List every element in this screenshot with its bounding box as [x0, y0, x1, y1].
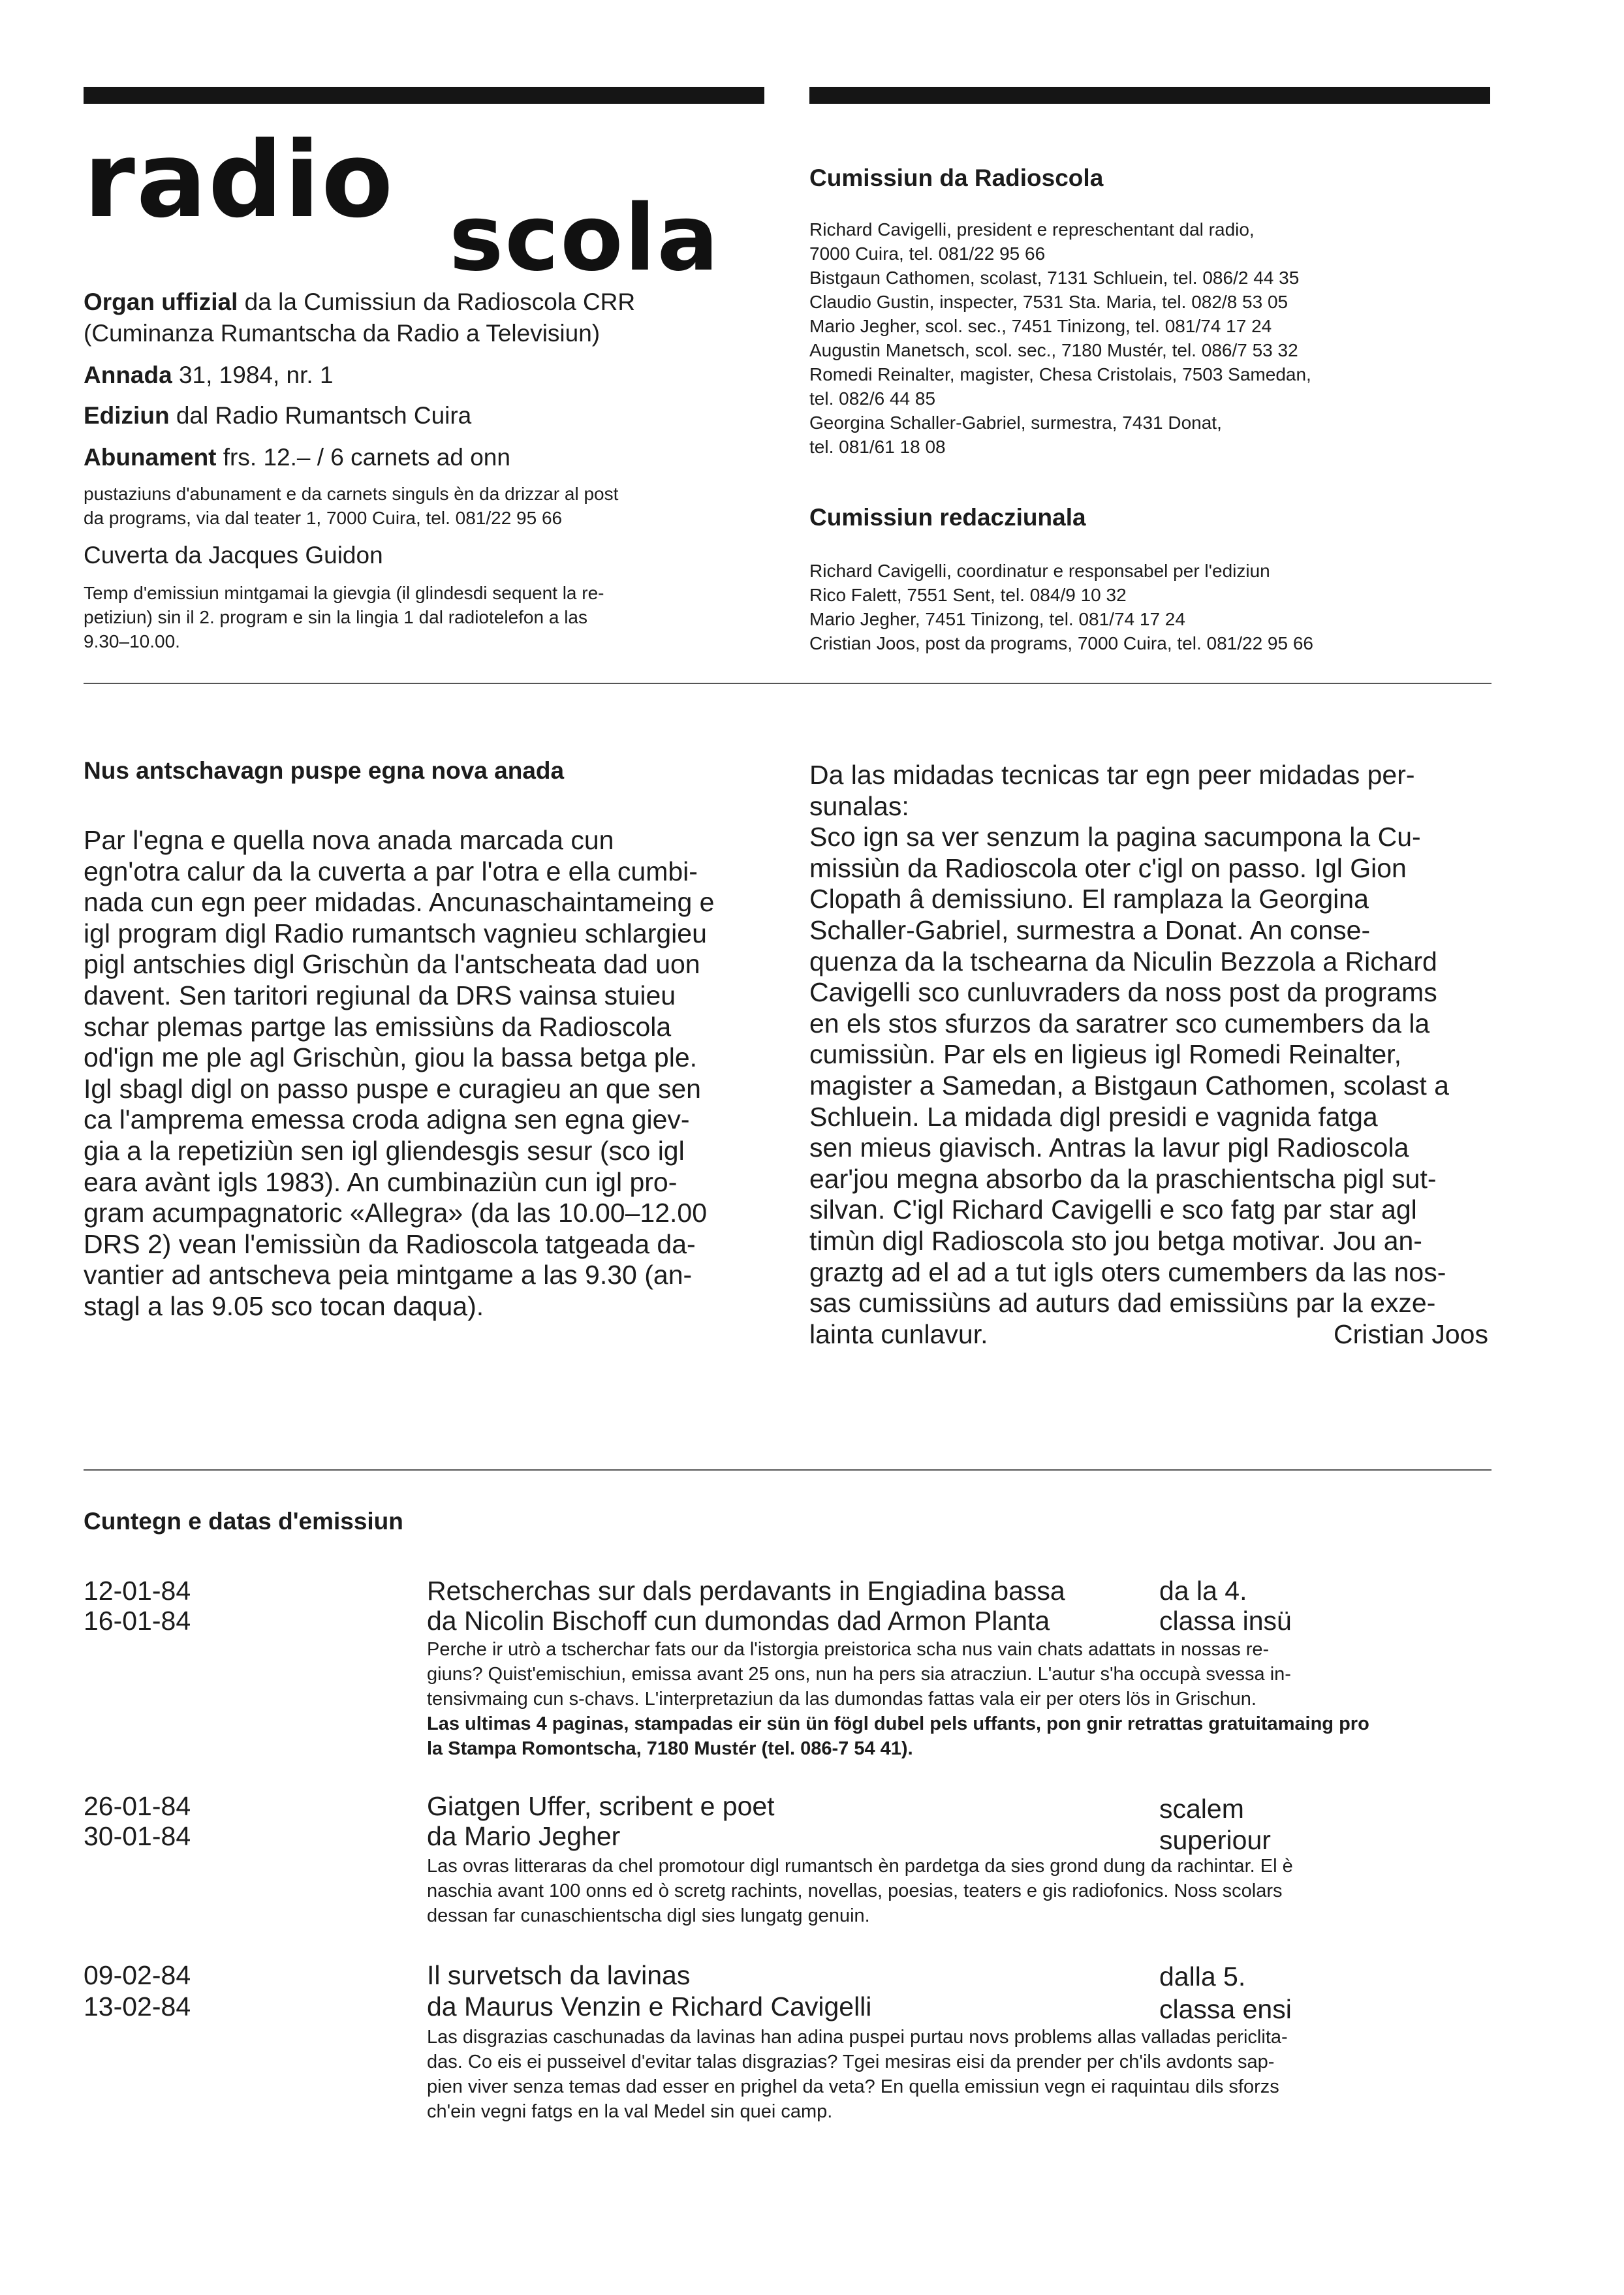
article-right-column	[809, 760, 1488, 1350]
header-bar-right	[809, 87, 1490, 104]
article-line: davent. Sen taritori regiunal da DRS vainsa stuieu	[84, 980, 676, 1010]
cuverta-line: Cuverta da Jacques Guidon	[84, 542, 383, 569]
article-line: vantier ad antscheva peia mintgame a las 9.30 (an-	[84, 1260, 693, 1290]
cumissiun-members	[809, 217, 1501, 459]
organ-text: da la Cumissiun da Radioscola CRR	[238, 289, 636, 315]
cumissiun-line: tel. 081/61 18 08	[809, 437, 946, 457]
entry-1-date-1: 12-01-84	[84, 1576, 191, 1606]
entry-desc-line: dessan far cunaschientscha digl sies lungatg genuin.	[427, 1905, 870, 1926]
redacziunala-members	[809, 559, 1501, 655]
cumissiun-line: Mario Jegher, scol. sec., 7451 Tinizong, tel. 081/74 17 24	[809, 316, 1272, 336]
article-line: stagl a las 9.05 sco tocan daqua).	[84, 1290, 484, 1321]
organ-line	[84, 286, 769, 319]
article-line: quenza da la tschearna da Niculin Bezzola a Richard	[809, 946, 1437, 976]
article-line: gia a la repetiziùn sen igl gliendesgis sesur (sco igl	[84, 1135, 685, 1166]
article-line: nada cun egn peer midadas. Ancunaschaintameing e	[84, 887, 715, 918]
article-line: igl program digl Radio rumantsch vagnieu schlargieu	[84, 918, 707, 948]
entry-2-date-2: 30-01-84	[84, 1821, 191, 1851]
article-line: sen mieus giavisch. Antras la lavur pigl Radioscola	[809, 1132, 1409, 1163]
annada-line	[84, 359, 769, 392]
cuntegn-title: Cuntegn e datas d'emissiun	[84, 1508, 403, 1535]
entry-desc-line: das. Co eis ei pusseivel d'evitar talas disgrazias? Tgei mesiras eisi da prender per ch'ils avdonts sap-	[427, 2052, 1275, 2072]
entry-3-title: Il survetsch da lavinas	[427, 1960, 691, 1990]
entry-3-description	[427, 2025, 1491, 2124]
entry-desc-line: Las ovras litteraras da chel promotour digl rumantsch èn pardetga da sies grond dung da rachintar. El è	[427, 1856, 1293, 1877]
article-line: Da las midadas tecnicas tar egn peer midadas per-	[809, 760, 1415, 790]
entry-desc-line: pien viver senza temas dad esser en prighel da veta? En quella emissiun vegn ei raquintau dils sforzs	[427, 2076, 1279, 2097]
cumissiun-line: Claudio Gustin, inspecter, 7531 Sta. Maria, tel. 082/8 53 05	[809, 292, 1288, 312]
annada-label: Annada	[84, 362, 172, 388]
entry-1-level-1: da la 4.	[1159, 1576, 1247, 1606]
cumissiun-line: 7000 Cuira, tel. 081/22 95 66	[809, 243, 1046, 264]
entry-3-date-1: 09-02-84	[84, 1960, 191, 1990]
logo-scola: scola	[449, 185, 720, 292]
article-final-row	[809, 1319, 1488, 1350]
article-line: en els stos sfurzos da saratrer sco cumembers da la	[809, 1008, 1430, 1038]
article-title: Nus antschavagn puspe egna nova anada	[84, 757, 565, 784]
cumissiun-line: tel. 082/6 44 85	[809, 388, 936, 409]
entry-desc-line: giuns? Quist'emischiun, emissa avant 25 ons, nun ha pers sia atracziun. L'autur s'ha occupà svessa in-	[427, 1664, 1291, 1685]
redacziunala-line: Richard Cavigelli, coordinatur e responsabel per l'ediziun	[809, 561, 1270, 581]
article-line: od'ign me ple agl Grischùn, giou la bassa betga ple.	[84, 1042, 698, 1073]
entry-3-author: da Maurus Venzin e Richard Cavigelli	[427, 1991, 872, 2022]
entry-1-title: Retscherchas sur dals perdavants in Engiadina bassa	[427, 1576, 1065, 1606]
cumissiun-line: Romedi Reinalter, magister, Chesa Cristolais, 7503 Samedan,	[809, 364, 1311, 384]
article-line: Igl sbagl digl on passo puspe e curagieu an que sen	[84, 1073, 701, 1104]
entry-3-level-1: dalla 5.	[1159, 1961, 1246, 1991]
abunament-value: frs. 12.– / 6 carnets ad onn	[216, 444, 510, 471]
article-line: egn'otra calur da la cuverta a par l'otra e ella cumbi-	[84, 856, 698, 886]
article-line: Sco ign sa ver senzum la pagina sacumpona la Cu-	[809, 822, 1421, 852]
entry-desc-line: ch'ein vegni fatgs en la val Medel sin quei camp.	[427, 2101, 833, 2122]
cumissiun-line: Augustin Manetsch, scol. sec., 7180 Mustér, tel. 086/7 53 32	[809, 340, 1298, 360]
article-signature: Cristian Joos	[1334, 1319, 1488, 1349]
cumissiun-line: Georgina Schaller-Gabriel, surmestra, 7431 Donat,	[809, 413, 1222, 433]
article-line: schar plemas partge las emissiùns da Radioscola	[84, 1011, 672, 1042]
entry-2-level-1: scalem	[1159, 1794, 1244, 1824]
entry-1-author: da Nicolin Bischoff cun dumondas dad Armon Planta	[427, 1606, 1050, 1636]
postaziuns-line-1: pustaziuns d'abunament e da carnets singuls èn da drizzar al post	[84, 484, 619, 504]
redacziunala-line: Mario Jegher, 7451 Tinizong, tel. 081/74 17 24	[809, 609, 1185, 629]
article-line: Schaller-Gabriel, surmestra a Donat. An conse-	[809, 914, 1371, 945]
entry-2-level-2: superiour	[1159, 1825, 1271, 1855]
article-line: pigl antschies digl Grischùn da l'antscheata dad uon	[84, 949, 700, 980]
organ-line-2: (Cuminanza Rumantscha da Radio a Televisiun)	[84, 320, 601, 347]
entry-1-description	[427, 1637, 1491, 1761]
article-line: sas cumissiùns ad auturs dad emissiùns par la exze-	[809, 1288, 1436, 1319]
article-line: magister a Samedan, a Bistgaun Cathomen, scolast a	[809, 1070, 1449, 1101]
cumissiun-line: Bistgaun Cathomen, scolast, 7131 Schluein, tel. 086/2 44 35	[809, 268, 1300, 288]
cumissiun-line: Richard Cavigelli, president e represchentant dal radio,	[809, 219, 1255, 240]
ediziun-line	[84, 399, 769, 432]
ediziun-value: dal Radio Rumantsch Cuira	[169, 402, 472, 429]
entry-desc-line: naschia avant 100 onns ed ò scretg rachints, novellas, poesias, teaters e gis radiofonics. Noss scolars	[427, 1881, 1283, 1901]
entry-2-author: da Mario Jegher	[427, 1821, 621, 1851]
redacziunala-line: Cristian Joos, post da programs, 7000 Cuira, tel. 081/22 95 66	[809, 633, 1313, 653]
abunament-line	[84, 441, 769, 474]
header-bar-left	[84, 87, 764, 104]
temp-line-1: Temp d'emissiun mintgamai la gievgia (il glindesdi sequent la re-	[84, 583, 604, 603]
article-line: Schluein. La midada digl presidi e vagnida fatga	[809, 1101, 1378, 1132]
redacziunala-line: Rico Falett, 7551 Sent, tel. 084/9 10 32	[809, 585, 1127, 605]
entry-2-title: Giatgen Uffer, scribent e poet	[427, 1791, 775, 1821]
cuntegn-divider	[84, 1469, 1491, 1471]
article-line: graztg ad el ad a tut igls oters cumembers da las nos-	[809, 1257, 1446, 1287]
abunament-label: Abunament	[84, 444, 217, 471]
article-left-column	[84, 825, 762, 1322]
header-divider	[84, 683, 1491, 684]
annada-value: 31, 1984, nr. 1	[172, 362, 334, 388]
article-line: eara avànt igls 1983). An cumbinaziùn cun igl pro-	[84, 1166, 678, 1197]
entry-desc-bold-line: la Stampa Romontscha, 7180 Mustér (tel. 086-7 54 41).	[427, 1738, 913, 1759]
entry-1-level-2: classa insü	[1159, 1606, 1292, 1636]
article-line: missiùn da Radioscola oter c'igl on passo. Igl Gion	[809, 852, 1407, 883]
article-line: ca l'amprema emessa croda adigna sen egna giev-	[84, 1104, 690, 1135]
entry-3-date-2: 13-02-84	[84, 1991, 191, 2022]
article-line: cumissiùn. Par els en ligieus igl Romedi Reinalter,	[809, 1039, 1401, 1070]
cumissiun-title: Cumissiun da Radioscola	[809, 164, 1104, 191]
organ-label: Organ uffizial	[84, 289, 238, 315]
article-line: gram acumpagnatoric «Allegra» (da las 10.00–12.00	[84, 1198, 707, 1228]
article-line: Cavigelli sco cunluvraders da noss post da programs	[809, 977, 1437, 1008]
entry-2-description	[427, 1854, 1491, 1928]
entry-3-level-2: classa ensi	[1159, 1994, 1292, 2024]
entry-2-date-1: 26-01-84	[84, 1791, 191, 1821]
redacziunala-title: Cumissiun redacziunala	[809, 504, 1086, 531]
entry-desc-line: Las disgrazias caschunadas da lavinas han adina puspei purtau novs problems allas valladas periclita-	[427, 2027, 1288, 2048]
article-line: Par l'egna e quella nova anada marcada cun	[84, 825, 614, 855]
temp-line-2: petiziun) sin il 2. program e sin la lingia 1 dal radiotelefon a las	[84, 607, 587, 627]
article-line: DRS 2) vean l'emissiùn da Radioscola tatgeada da-	[84, 1228, 696, 1259]
article-line: ear'jou megna absorbo da la praschientscha pigl sut-	[809, 1163, 1437, 1194]
article-line: silvan. C'igl Richard Cavigelli e sco fatg par star agl	[809, 1194, 1417, 1225]
article-line: lainta cunlavur.	[809, 1319, 988, 1349]
entry-1-date-2: 16-01-84	[84, 1606, 191, 1636]
article-line: timùn digl Radioscola sto jou betga motivar. Jou an-	[809, 1225, 1422, 1256]
logo-radio: radio	[84, 119, 395, 241]
postaziuns-line-2: da programs, via dal teater 1, 7000 Cuira, tel. 081/22 95 66	[84, 508, 563, 528]
temp-line-3: 9.30–10.00.	[84, 631, 180, 651]
article-line: Clopath â demissiuno. El ramplaza la Georgina	[809, 884, 1369, 914]
entry-desc-line: Perche ir utrò a tscherchar fats our da l'istorgia preistorica scha nus vain chats adattats in nossas re-	[427, 1639, 1270, 1660]
entry-desc-line: tensivmaing cun s-chavs. L'interpretaziun da las dumondas fattas vala eir per oters lös in Grischun.	[427, 1689, 1257, 1710]
article-line: sunalas:	[809, 790, 909, 821]
ediziun-label: Ediziun	[84, 402, 170, 429]
entry-desc-bold-line: Las ultimas 4 paginas, stampadas eir sün ün fögl dubel pels uffants, pon gnir retrattas gratuitamaing pro	[427, 1713, 1369, 1734]
